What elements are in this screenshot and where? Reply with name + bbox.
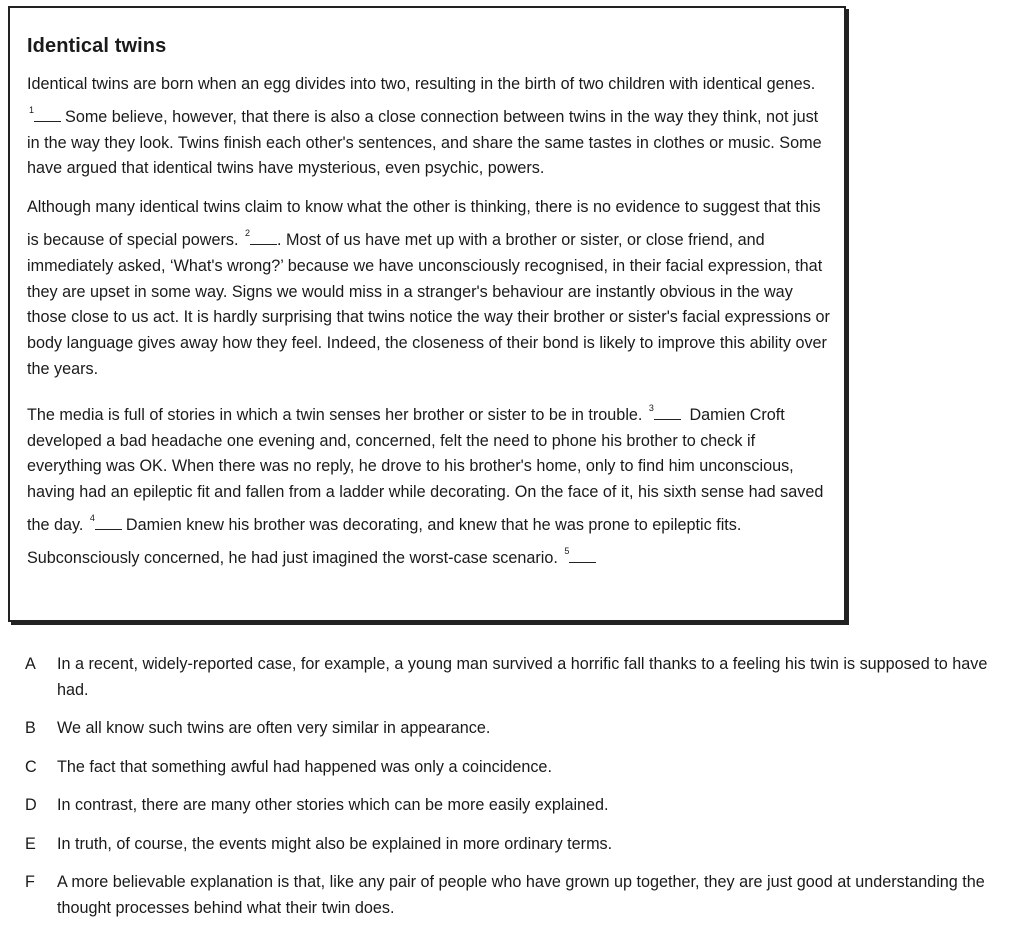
gap-1[interactable] <box>27 104 65 126</box>
paragraph-3-text-c: Damien knew his brother was decorating, and knew that he was prone to epileptic fits. Subconsciously concerned, he had just imagined the worst-case scenario. <box>27 515 742 567</box>
passage-box <box>8 6 846 622</box>
gap-4[interactable] <box>88 512 126 534</box>
option-d[interactable] <box>25 793 1020 819</box>
paragraph-3 <box>27 396 830 572</box>
option-letter: B <box>25 719 36 737</box>
gap-blank[interactable] <box>654 405 681 420</box>
option-a[interactable] <box>25 652 1020 703</box>
option-f[interactable] <box>25 870 1020 921</box>
gap-number: 3 <box>648 402 654 413</box>
option-letter: F <box>25 873 35 891</box>
paragraph-2-text-a: Although many identical twins claim to know what the other is thinking, there is no evidence to suggest that this is because of special powers. <box>27 198 821 249</box>
option-text: In truth, of course, the events might also be explained in more ordinary terms. <box>57 834 613 853</box>
paragraph-1-text-a: Identical twins are born when an egg divides into two, resulting in the birth of two children with identical genes. <box>27 75 816 93</box>
option-c[interactable] <box>25 755 1020 781</box>
paragraph-3-text-a: The media is full of stories in which a twin senses her brother or sister to be in trouble. <box>27 405 643 424</box>
paragraph-2-text-b: . Most of us have met up with a brother or sister, or close friend, and immediately asked, ‘What's wrong?’ because we have unconsciously recognised, in their facial expression, that they are upset in some way. Signs we would miss in a stranger's behaviour are instantly obvious in the way those close to us act. It is hardly surprising that twins notice the way their brother or sister's facial expressions or body language gives away how they feel. Indeed, the closeness of their bond is likely to improve this ability over the years. <box>27 230 830 378</box>
gap-number: 1 <box>29 104 35 115</box>
paragraph-2 <box>27 195 830 383</box>
option-letter: E <box>25 834 36 853</box>
option-letter: D <box>25 796 37 814</box>
paragraph-3-text-b: Damien Croft developed a bad headache one evening and, concerned, felt the need to phone his brother to check if everything was OK. When there was no reply, he drove to his brother's home, only to find him unconscious, having had an epileptic fit and fallen from a ladder while decorating. On the face of it, his sixth sense had saved the day. <box>27 405 824 534</box>
paragraph-1 <box>27 72 830 182</box>
option-text: We all know such twins are often very similar in appearance. <box>57 719 491 737</box>
gap-blank[interactable] <box>250 230 277 245</box>
option-text: The fact that something awful had happened was only a coincidence. <box>57 757 552 776</box>
option-letter: C <box>25 757 37 776</box>
paragraph-1-text-b: Some believe, however, that there is also a close connection between twins in the way they think, not just in the way they look. Twins finish each other's sentences, and share the same tastes in clothes or music. Some have argued that identical twins have mysterious, even psychic, powers. <box>27 107 822 178</box>
gap-blank[interactable] <box>34 107 61 122</box>
gap-blank[interactable] <box>569 548 596 563</box>
gap-number: 2 <box>244 227 250 238</box>
gap-5[interactable] <box>562 545 600 567</box>
option-text: In a recent, widely-reported case, for example, a young man survived a horrific fall thanks to a feeling his twin is supposed to have had. <box>57 655 988 699</box>
option-b[interactable] <box>25 716 1020 742</box>
gap-number: 5 <box>564 545 570 556</box>
gap-number: 4 <box>89 512 95 523</box>
gap-blank[interactable] <box>95 515 122 530</box>
gap-3[interactable] <box>647 402 685 424</box>
gap-2[interactable] <box>243 227 277 249</box>
passage-title: Identical twins <box>27 35 167 57</box>
option-text: In contrast, there are many other stories which can be more easily explained. <box>57 796 609 814</box>
option-letter: A <box>25 655 36 673</box>
answer-options <box>25 652 1020 921</box>
option-e[interactable] <box>25 832 1020 858</box>
option-text: A more believable explanation is that, like any pair of people who have grown up together, they are just good at understanding the thought processes behind what their twin does. <box>57 873 985 917</box>
